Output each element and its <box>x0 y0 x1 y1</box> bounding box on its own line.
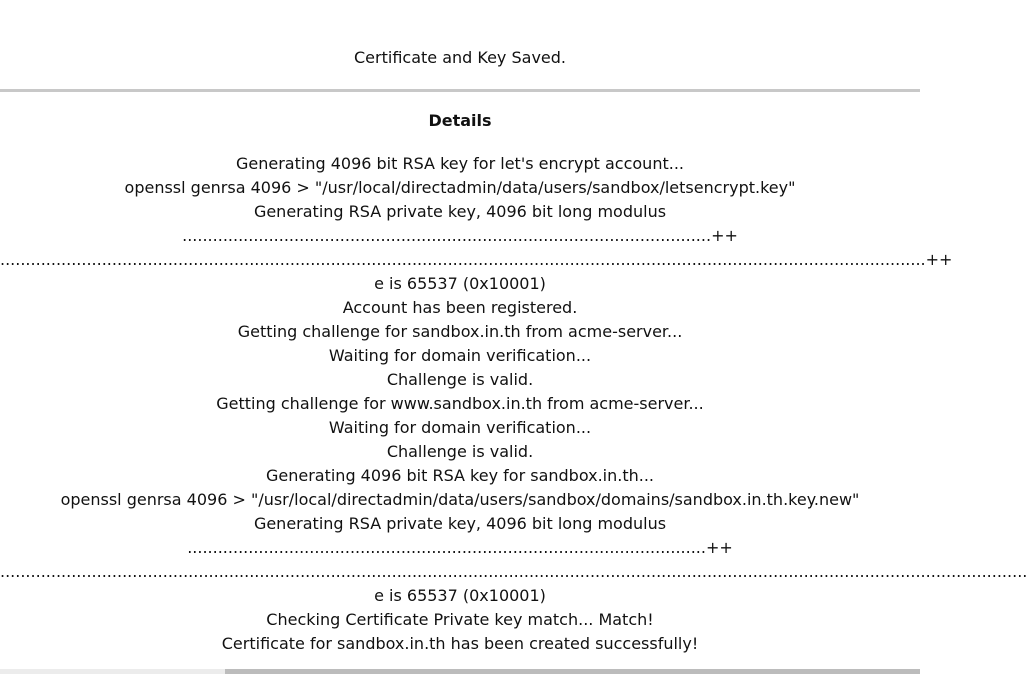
details-heading: Details <box>428 111 492 130</box>
horizontal-scrollbar[interactable] <box>0 669 920 674</box>
log-line <box>0 560 1027 584</box>
log-line: Waiting for domain verification... <box>328 418 592 437</box>
divider <box>0 89 920 92</box>
log-line <box>0 248 953 272</box>
log-line: Challenge is valid. <box>386 442 534 461</box>
scrollbar-thumb[interactable] <box>225 669 920 674</box>
log-line: Challenge is valid. <box>386 370 534 389</box>
log-line: openssl genrsa 4096 > "/usr/local/directadmin/data/users/sandbox/domains/sandbox.in.th.key.new" <box>60 490 860 509</box>
log-line: e is 65537 (0x10001) <box>374 586 546 605</box>
log-line: Account has been registered. <box>342 298 578 317</box>
log-line: Certificate for sandbox.in.th has been created successfully! <box>221 634 699 653</box>
log-line: Getting challenge for www.sandbox.in.th from acme-server... <box>216 394 704 413</box>
status-message: Certificate and Key Saved. <box>354 48 566 67</box>
log-line: ........................................................................................................++ <box>182 226 738 245</box>
log-line: Checking Certificate Private key match... Match! <box>266 610 654 629</box>
log-line: Getting challenge for sandbox.in.th from acme-server... <box>237 322 683 341</box>
log-line: Generating RSA private key, 4096 bit long modulus <box>253 202 667 221</box>
log-line: ......................................................................................................++ <box>187 538 733 557</box>
log-line: Generating RSA private key, 4096 bit long modulus <box>253 514 667 533</box>
log-line: e is 65537 (0x10001) <box>374 274 546 293</box>
log-line: openssl genrsa 4096 > "/usr/local/directadmin/data/users/sandbox/letsencrypt.key" <box>124 178 796 197</box>
log-line: Generating 4096 bit RSA key for sandbox.in.th... <box>265 466 655 485</box>
details-log <box>0 152 1027 656</box>
log-line: Waiting for domain verification... <box>328 346 592 365</box>
log-line-text: ......................................................................................................................................................................................++ <box>0 250 953 269</box>
log-line-text: .......................................................................................................................................................................................................... <box>0 562 1027 581</box>
log-line: Generating 4096 bit RSA key for let's encrypt account... <box>236 154 684 173</box>
